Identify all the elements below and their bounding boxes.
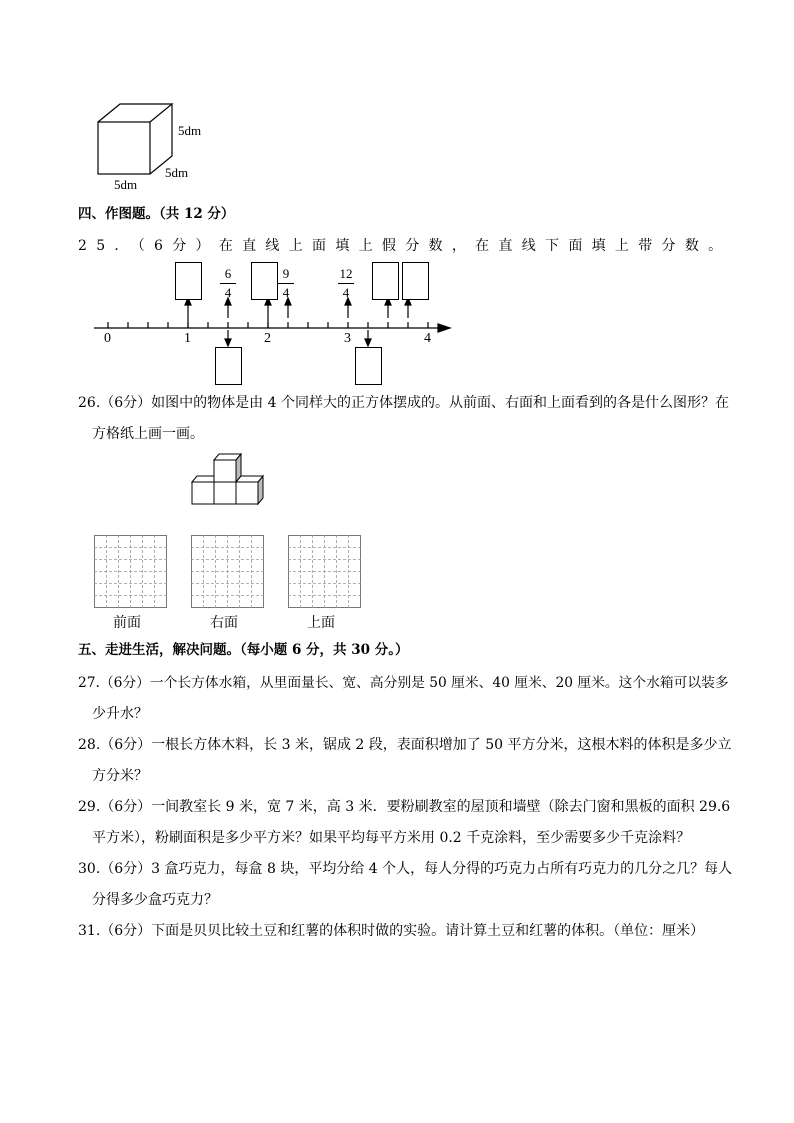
fraction-label: 6 4 — [218, 266, 238, 301]
cube-figure — [92, 100, 222, 195]
improper-fraction-answer-box[interactable] — [372, 262, 399, 300]
cube-width-label: 5dm — [114, 177, 138, 192]
fraction-label: 12 4 — [339, 266, 353, 300]
stacked-cubes-figure — [188, 450, 268, 506]
section4-heading: 四、作图题。（共 12 分） — [78, 206, 235, 222]
top-view-label: 上面 — [307, 615, 335, 631]
tick-label: 3 — [344, 331, 351, 346]
cube-depth-label: 5dm — [165, 165, 189, 180]
q26-text-line1: 26.（6分）如图中的物体是由 4 个同样大的正方体摆成的。从前面、右面和上面看到的各是什么图形？在 — [78, 395, 729, 411]
mixed-number-answer-box[interactable] — [355, 347, 382, 385]
improper-fraction-answer-box[interactable] — [175, 262, 202, 300]
top-view-grid[interactable] — [288, 535, 362, 609]
q26-text-line2: 方格纸上画一画。 — [92, 426, 204, 442]
q25-text: 25．（6分）在直线上面填上假分数，在直线下面填上带分数。 — [78, 238, 732, 254]
front-view-label: 前面 — [113, 615, 141, 631]
front-view-grid[interactable] — [94, 535, 168, 609]
right-view-grid[interactable] — [191, 535, 265, 609]
tick-label: 0 — [104, 331, 111, 346]
right-view-label: 右面 — [210, 615, 238, 631]
q28-line2: 方分米？ — [92, 768, 148, 784]
q30-line1: 30.（6分）3 盒巧克力，每盒 8 块，平均分给 4 个人，每人分得的巧克力占所有巧克力的几分之几？每人 — [78, 861, 733, 877]
mixed-number-answer-box[interactable] — [215, 347, 242, 385]
tick-label: 1 — [184, 331, 191, 346]
q28-line1: 28.（6分）一根长方体木料，长 3 米，锯成 2 段，表面积增加了 50 平方分米，这根木料的体积是多少立 — [78, 737, 732, 753]
fraction-label: 9 4 — [276, 266, 296, 301]
cube-height-label: 5dm — [178, 123, 202, 138]
q29-line2: 平方米），粉刷面积是多少平方米？如果平均每平方米用 0.2 千克涂料，至少需要多少千克涂料？ — [92, 830, 691, 846]
section5-heading: 五、走进生活，解决问题。（每小题 6 分，共 30 分。） — [78, 642, 409, 658]
q30-line2: 分得多少盒巧克力？ — [92, 892, 218, 908]
q29-line1: 29.（6分）一间教室长 9 米，宽 7 米，高 3 米．要粉刷教室的屋顶和墙壁（除去门窗和黑板的面积 29.6 — [78, 799, 731, 815]
tick-label: 2 — [264, 331, 271, 346]
q27-line1: 27.（6分）一个长方体水箱，从里面量长、宽、高分别是 50 厘米、40 厘米、20 厘米。这个水箱可以装多 — [78, 675, 729, 691]
tick-label: 4 — [424, 331, 431, 346]
q27-line2: 少升水？ — [92, 706, 148, 722]
improper-fraction-answer-box[interactable] — [402, 262, 429, 300]
q31-line1: 31.（6分）下面是贝贝比较土豆和红薯的体积时做的实验。请计算土豆和红薯的体积。（单位：厘米） — [78, 923, 705, 939]
improper-fraction-answer-box[interactable] — [251, 262, 278, 300]
